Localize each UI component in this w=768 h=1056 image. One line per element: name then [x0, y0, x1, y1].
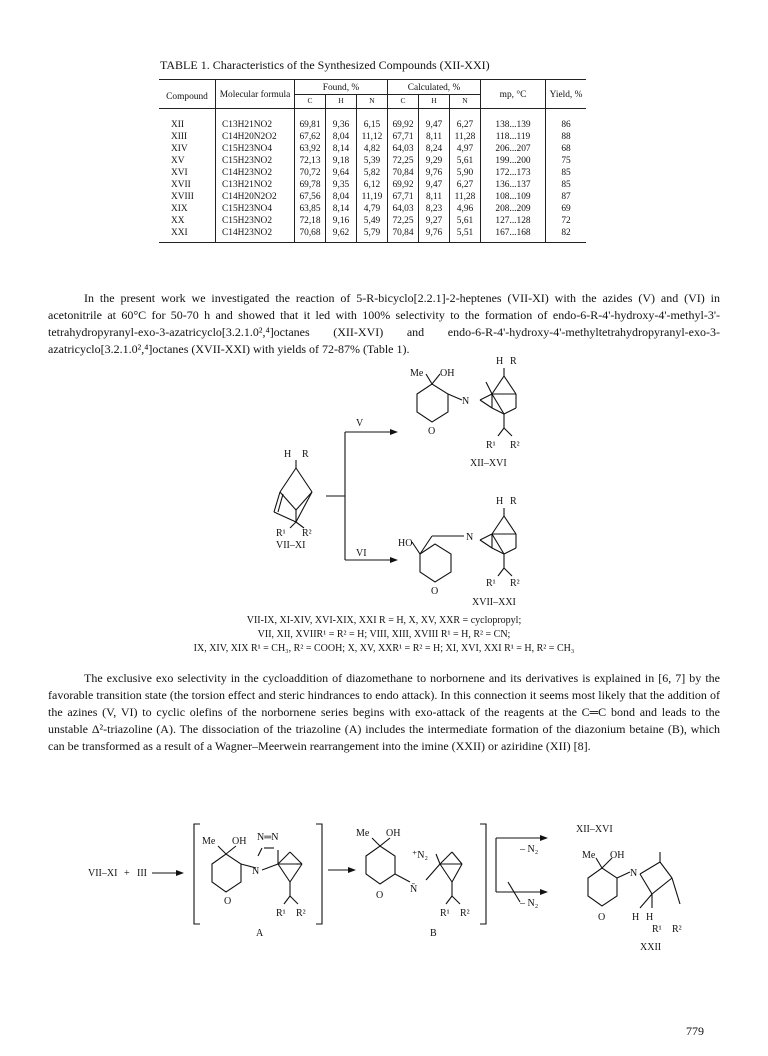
label-n: N [252, 866, 260, 877]
label-n2-plus: ⁺N₂ [412, 850, 428, 861]
label-me: Me [582, 850, 596, 861]
table-row: XV C15H23NO2 72,13 9,18 5,39 72,25 9,29 5,61 199...200 75 [159, 155, 586, 167]
label-r1: R¹ [652, 924, 662, 935]
paragraph-mechanism: The exclusive exo selectivity in the cycloaddition of diazomethane to norbornene and its derivatives is explained in [6, 7] by the favorable transition state (the torsion effect and steric hindrances to endo attack). In this connection it seems most likely that the addition of the azines (V, VI) to cyclic olefins of the norbornene series begins with exo-attack of the reagents at the C═C bond and leads to the unstable Δ²-triazoline (A). The dissociation of the triazoline (A) includes the intermediate formation of the diazonium betaine (B), which can be transformed as a result of a Wagner–Meerwein rearrangement into the imine (XXII) or aziridine (XII) [8]. [48, 671, 720, 753]
reactant-label: VII–XI [88, 868, 118, 879]
page-number: 779 [686, 1024, 704, 1038]
label-n: N [462, 396, 470, 407]
product-top-label: XII–XVI [470, 458, 507, 469]
norbornene-reactant [274, 460, 312, 528]
plus-sign: + [124, 868, 130, 879]
label-o: O [431, 586, 439, 597]
product-top-label: XII–XVI [576, 824, 613, 835]
col-mp: mp, °C [481, 80, 546, 109]
minus-n2-bottom: – N₂ [520, 898, 539, 909]
label-r1: R¹ [276, 528, 286, 539]
label-o: O [598, 912, 606, 923]
label-r1: R¹ [486, 440, 496, 451]
table-row: XII C13H21NO2 69,81 9,36 6,15 69,92 9,47 6,27 138...139 86 [159, 109, 586, 132]
label-r2: R² [510, 440, 520, 451]
label-h: H [284, 449, 292, 460]
label-n: N [630, 868, 638, 879]
col-found-h: H [326, 95, 357, 109]
scheme-legend-3: IX, XIV, XIX R¹ = CH₃, R² = COOH; X, XV, XXR¹ = R² = H; XI, XVI, XXI R¹ = H, R² = CH₃ [193, 643, 575, 654]
label-o: O [224, 896, 232, 907]
label-o: O [428, 426, 436, 437]
col-calculated: Calculated, % [388, 80, 481, 95]
intermediate-b-label: B [430, 928, 437, 939]
label-r1: R¹ [440, 908, 450, 919]
label-r1: R¹ [486, 578, 496, 589]
label-me: Me [410, 368, 424, 379]
label-r2: R² [296, 908, 306, 919]
table-row: XIX C15H23NO4 63,85 8,14 4,79 64,03 8,23 4,96 208...209 69 [159, 203, 586, 215]
label-r: R [510, 496, 517, 507]
label-r2: R² [302, 528, 312, 539]
label-r: R [302, 449, 309, 460]
label-oh: OH [610, 850, 625, 861]
table-row: XX C15H23NO2 72,18 9,16 5,49 72,25 9,27 5,61 127...128 72 [159, 215, 586, 227]
table-row: XVII C13H21NO2 69,78 9,35 6,12 69,92 9,47 6,27 136...137 85 [159, 179, 586, 191]
product-bottom-label: XXII [640, 942, 662, 953]
label-r2: R² [672, 924, 682, 935]
reagent-v: V [356, 418, 364, 429]
table-row: XVIII C14H20N2O2 67,56 8,04 11,19 67,71 8,11 11,28 108...109 87 [159, 191, 586, 203]
col-calc-c: C [388, 95, 419, 109]
col-found: Found, % [295, 80, 388, 95]
label-oh: OH [386, 828, 401, 839]
table-row: XVI C14H23NO2 70,72 9,64 5,82 70,84 9,76 5,90 172...173 85 [159, 167, 586, 179]
col-calc-h: H [419, 95, 450, 109]
col-found-c: C [295, 95, 326, 109]
minus-n2-top: – N₂ [520, 844, 539, 855]
table-row: XIII C14H20N2O2 67,62 8,04 11,12 67,71 8,11 11,28 118...119 88 [159, 131, 586, 143]
imine-xxii [588, 852, 680, 908]
label-r2: R² [460, 908, 470, 919]
table-row: XIV C15H23NO4 63,92 8,14 4,82 64,03 8,24 4,97 206...207 68 [159, 143, 586, 155]
reactant-label: VII–XI [276, 540, 306, 551]
reagent-label: III [137, 868, 147, 879]
paragraph-intro: In the present work we investigated the reaction of 5-R-bicyclo[2.2.1]-2-heptenes (VII-XI) with the azides (V) and (VI) in acetonitrile at 60°C for 50-70 h and showed that it led with 100% selectivity to the formation of endo-6-R-4'-hydroxy-4'-methyl-3'-tetrahydropyranyl-exo-3-azatricyclo[3.2.1.0²,⁴]octanes (XII-XVI) and endo-6-R-4'-hydroxy-4'-methyltetrahydropyranyl-exo-3-azatricyclo[3.2.1.0²,⁴]octanes (XVII-XXI) with yields of 72-87% (Table 1). [48, 291, 720, 356]
label-me: Me [202, 836, 216, 847]
label-me: Me [356, 828, 370, 839]
label-n: N [466, 532, 474, 543]
reagent-vi: VI [356, 548, 367, 559]
label-o: O [376, 890, 384, 901]
product-bottom-label: XVII–XXI [472, 597, 516, 608]
label-r2: R² [510, 578, 520, 589]
label-n-eq-n: N═N [257, 832, 279, 843]
table-title: TABLE 1. Characteristics of the Synthesized Compounds (XII-XXI) [160, 58, 490, 72]
label-oh: OH [232, 836, 247, 847]
label-oh: OH [440, 368, 455, 379]
scheme-legend-1: VII-IX, XI-XIV, XVI-XIX, XXI R = H, X, XV, XXR = cyclopropyl; [246, 615, 522, 626]
col-calc-n: N [450, 95, 481, 109]
label-h: H [496, 356, 504, 367]
label-r1: R¹ [276, 908, 286, 919]
compounds-table [159, 79, 586, 243]
label-h: H [496, 496, 504, 507]
col-compound: Compound [159, 80, 216, 109]
scheme-legend-2: VII, XII, XVIIR¹ = R² = H; VIII, XIII, XVIII R¹ = H, R² = CN; [257, 629, 511, 640]
reaction-scheme-2 [0, 812, 768, 962]
label-ho: HO [398, 538, 413, 549]
reaction-scheme-1 [0, 350, 768, 600]
col-yield: Yield, % [546, 80, 587, 109]
intermediate-a-label: A [256, 928, 264, 939]
product-xvii-xxi [412, 508, 516, 582]
col-found-n: N [357, 95, 388, 109]
col-formula: Molecular formula [216, 80, 295, 109]
table-row: XXI C14H23NO2 70,68 9,62 5,79 70,84 9,76 5,51 167...168 82 [159, 227, 586, 243]
label-r: R [510, 356, 517, 367]
label-h: H [646, 912, 654, 923]
label-n-minus: N̄ [410, 884, 418, 895]
label-h: H [632, 912, 640, 923]
